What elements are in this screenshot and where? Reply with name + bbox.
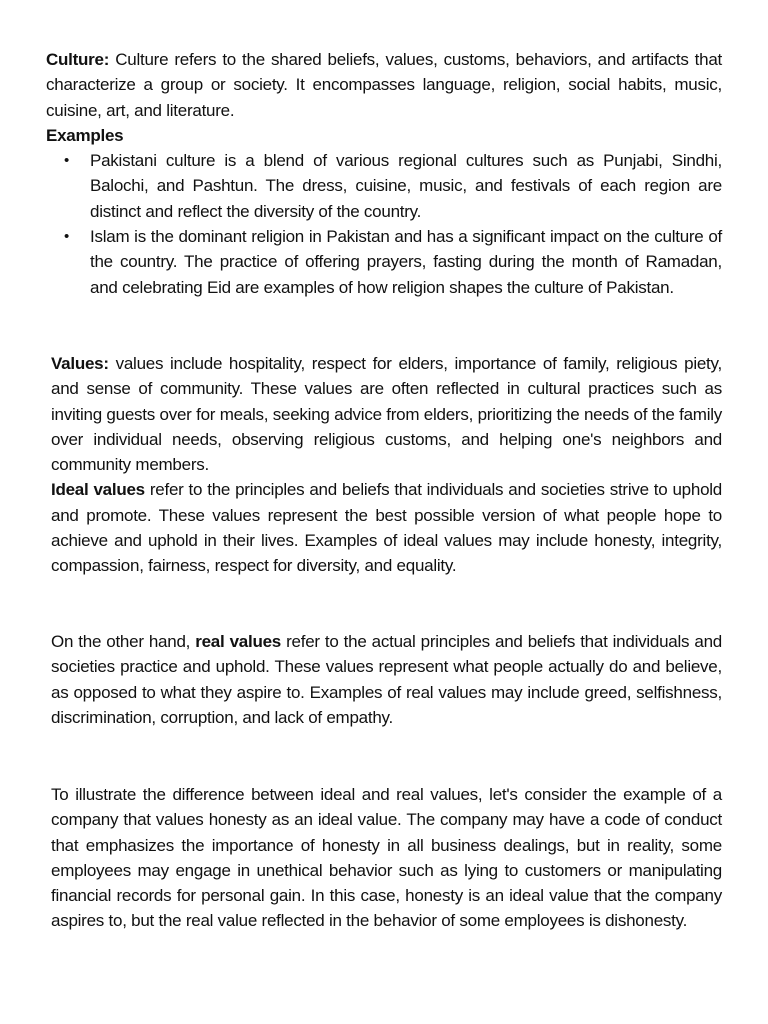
values-section bbox=[51, 351, 722, 579]
culture-term: Culture: bbox=[46, 50, 110, 69]
illustration-paragraph: To illustrate the difference between ideal and real values, let's consider the example of a company that values honesty as an ideal value. The company may have a code of conduct that emphasizes the importance of honesty in all business dealings, but in reality, some employees may engage in unethical behavior such as lying to customers or manipulating financial records for personal gain. In this case, honesty is an ideal value that the company aspires to, but the real value reflected in the behavior of some employees is dishonesty. bbox=[51, 785, 722, 931]
values-text: values include hospitality, respect for elders, importance of family, religious piety, and sense of community. These values are often reflected in cultural practices such as inviting guests over for meals, seeking advice from elders, prioritizing the needs of the family over individual needs, observing religious customs, and helping one's neighbors and community members. bbox=[51, 354, 722, 475]
culture-section bbox=[46, 47, 722, 300]
bullet-icon: • bbox=[64, 228, 70, 246]
real-values-lead: On the other hand, bbox=[51, 632, 196, 651]
values-term: Values: bbox=[51, 354, 109, 373]
example-text: Pakistani culture is a blend of various regional cultures such as Punjabi, Sindhi, Balochi, and Pashtun. The dress, cuisine, music, and festivals of each region are distinct and reflect the diversity of the country. bbox=[90, 151, 722, 221]
culture-definition-text: Culture refers to the shared beliefs, values, customs, behaviors, and artifacts that characterize a group or society. It encompasses language, religion, social habits, music, cuisine, art, and literature. bbox=[46, 50, 722, 120]
culture-definition bbox=[46, 47, 722, 123]
example-text: Islam is the dominant religion in Pakistan and has a significant impact on the culture of the country. The practice of offering prayers, fasting during the month of Ramadan, and celebrating Eid are examples of how religion shapes the culture of Pakistan. bbox=[90, 227, 722, 297]
illustration-section bbox=[51, 782, 722, 934]
real-values-section bbox=[51, 629, 722, 730]
ideal-values-term: Ideal values bbox=[51, 480, 145, 500]
examples-list bbox=[46, 148, 722, 300]
real-values-paragraph bbox=[51, 629, 722, 730]
real-values-text: refer to the actual principles and beliefs that individuals and societies practice and uphold. These values represent what people actually do and believe, as opposed to what they aspire to. Examples of real values may include greed, selfishness, discrimination, corruption, and lack of empathy. bbox=[51, 632, 722, 727]
list-item bbox=[64, 224, 722, 300]
real-values-term: real values bbox=[195, 632, 282, 651]
list-item bbox=[64, 148, 722, 224]
ideal-values-paragraph bbox=[51, 477, 722, 578]
examples-heading: Examples bbox=[46, 125, 124, 145]
values-paragraph bbox=[51, 351, 722, 477]
ideal-values-text: refer to the principles and beliefs that individuals and societies strive to uphold and promote. These values represent the best possible version of what people hope to achieve and uphold in their lives. Examples of ideal values may include honesty, integrity, compassion, fairness, respect for diversity, and equality. bbox=[51, 480, 722, 576]
bullet-icon: • bbox=[64, 152, 70, 170]
